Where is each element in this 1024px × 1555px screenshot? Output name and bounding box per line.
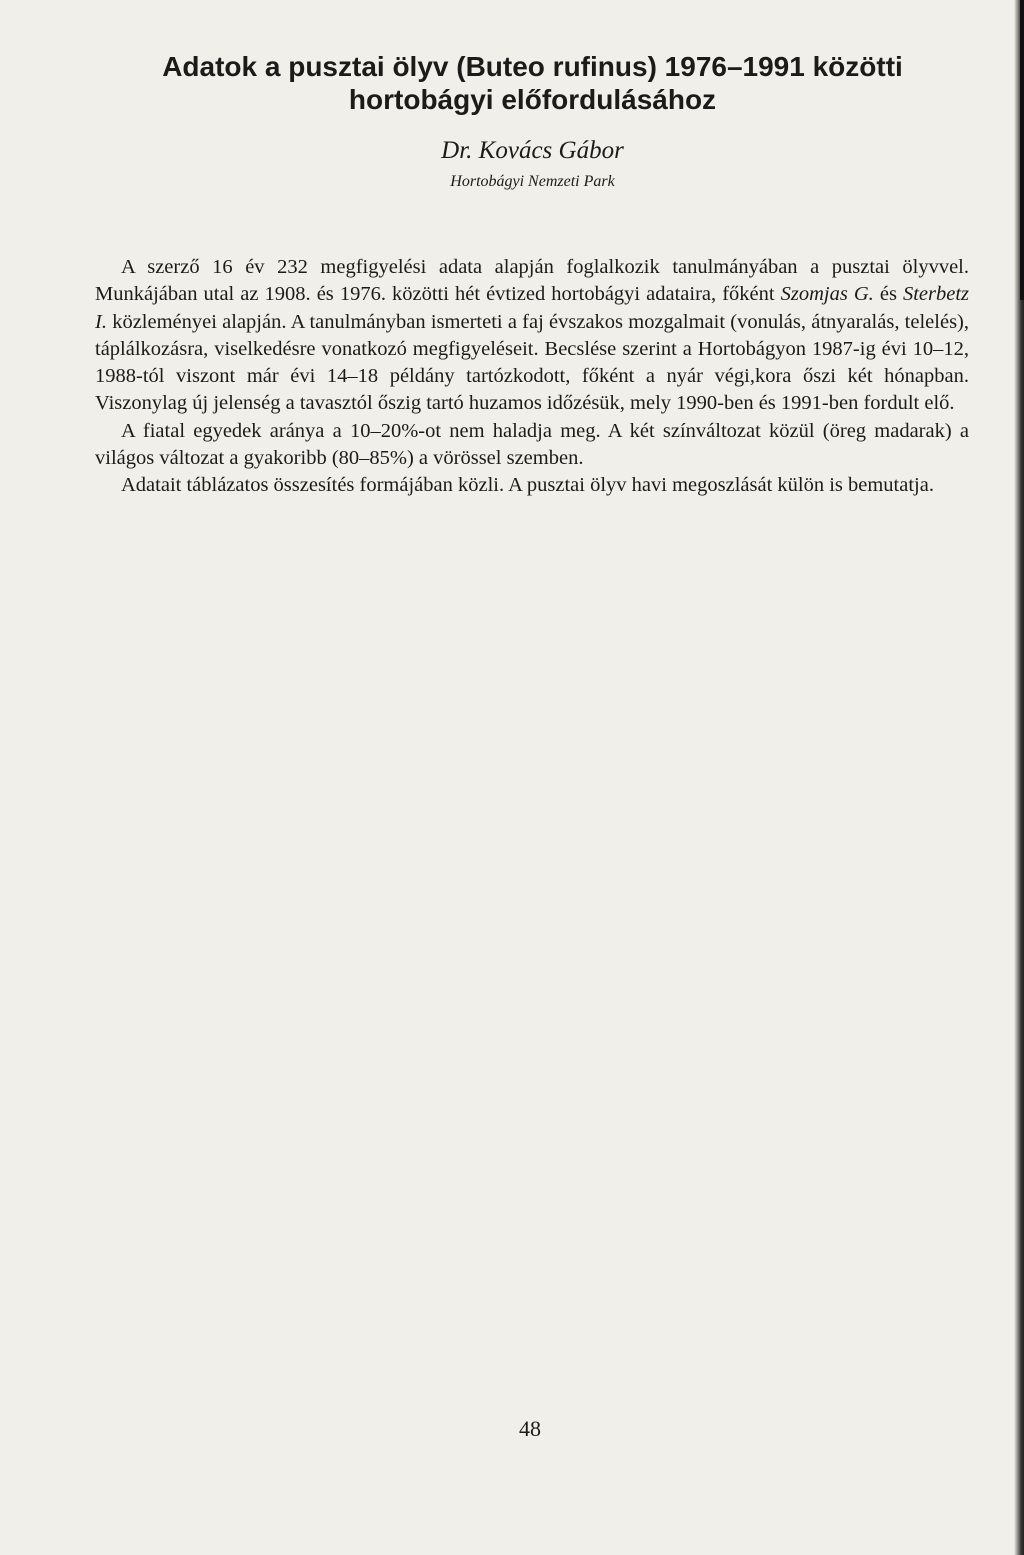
title-line-1: Adatok a pusztai ölyv (Buteo rufinus) 1976–1991 közötti — [162, 51, 903, 82]
abstract-paragraph-1 — [95, 254, 969, 418]
title-line-2: hortobágyi előfordulásához — [348, 84, 717, 115]
abstract-p1-text-b: és — [873, 283, 903, 306]
page-edge-dark — [1020, 0, 1024, 300]
abstract-p1-text-a: A szerző 16 év 232 megfigyelési adata alapján foglalkozik tanulmányában a pusztai ölyvvel. Munkájában utal az 1908. és 1976. közötti hét évtized hortobágyi adataira, főként — [95, 256, 969, 306]
author-affiliation: Hortobágyi Nemzeti Park — [450, 173, 615, 190]
abstract-paragraph-2: A fiatal egyedek aránya a 10–20%-ot nem haladja meg. A két színváltozat közül (öreg madarak) a világos változat a gyakoribb (80–85%) a vörössel szemben. — [95, 419, 969, 470]
page-number: 48 — [519, 1416, 541, 1441]
article-title — [110, 50, 955, 116]
cited-author-szomjas: Szomjas G. — [780, 283, 874, 306]
abstract — [95, 254, 969, 500]
cited-author-sterbetz: Sterbetz I. — [95, 283, 970, 333]
abstract-p1-text-c: közleményei alapján. A tanulmányban ismerteti a faj évszakos mozgalmait (vonulás, átnyaralás, telelés), táplálkozásra, viselkedésre vonatkozó megfigyeléseit. Becslése szerint a Hortobágyon 1987-ig évi 10–12, 1988-tól viszont már évi 14–18 példány tartózkodott, főként a nyár végi,kora őszi két hónapban. Viszonylag új jelenség a tavasztól őszig tartó huzamos időzésük, mely 1990-ben és 1991-ben fordult elő. — [95, 310, 969, 415]
author-name: Dr. Kovács Gábor — [441, 137, 624, 164]
abstract-paragraph-3: Adatait táblázatos összesítés formájában közli. A pusztai ölyv havi megoszlását külön is bemutatja. — [121, 474, 934, 497]
